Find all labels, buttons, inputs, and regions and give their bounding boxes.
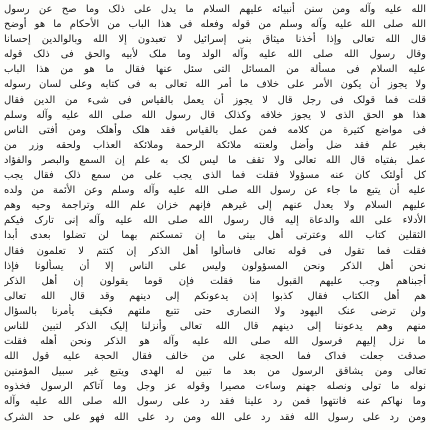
text-line: الله صلی الله علیه وآله وسلم من قوله وفعله فی هذا الباب من الأحکام ما هو أوضح bbox=[4, 19, 426, 31]
text-line: عمل بفتیاه قال الله تعالی ولا تقف ما لیس لک به علم إن السمع والبصر والفؤاد bbox=[4, 154, 426, 166]
text-line: ما نزل إلیهم فرسول الله صلی الله علیه وآله هو الذکر ونحن أهله فقلت bbox=[4, 336, 426, 348]
text-line: الأدلاء علی الله والدعاة إلیه قال رسول الله صلی الله علیه وآله إنی تارک فیکم bbox=[4, 215, 426, 227]
text-line: صدقت جعلت فداک فما الحجة علی من خالف فقال الحجة علیه قول الله bbox=[4, 351, 426, 363]
text-line: أجبناهم وجب علیهم القبول منا فقلت فإن قوما یقولون إن أهل الذکر bbox=[4, 275, 426, 287]
text-line: کل أولئک کان عنه مسؤولا فقلت فما الذی یجب علی من سمع ذلک فقال یجب bbox=[4, 170, 426, 182]
text-line: ولن ترضی عنک الیهود ولا النصاری حتی تتبع ملتهم فکیف یأمرنا بالسؤال bbox=[4, 305, 426, 317]
text-line: بغیر علم فقد ضل وأضل ولعنته ملائکة الرحمة وملائکة العذاب ولحقه وزر من bbox=[4, 139, 426, 151]
text-line: فی مواضع کثیرة من کلامه فمن عمل بالقیاس فقد هلک وأهلک ومن أفتی الناس bbox=[4, 124, 426, 136]
text-line: قال الله تعالی وإذا أخذنا میثاق بنی إسرائیل لا تعبدون إلا الله وبالوالدین إحسانا bbox=[4, 34, 426, 46]
text-line: نوله ما تولی ونصله جهنم وساءت مصیرا وقوله عز وجل وما آتاکم الرسول فخذوه bbox=[4, 381, 426, 393]
text-line: وما نهاکم عنه فانتهوا فمن رد علینا فقد رد علی رسول الله صلی الله علیه وآله bbox=[4, 396, 426, 408]
text-line: تعالی ومن یشاقق الرسول من بعد ما تبین له الهدی ویتبع غیر سبیل المؤمنین bbox=[4, 366, 426, 378]
arabic-text-body bbox=[4, 2, 426, 425]
text-line: وقال رسول الله صلی الله علیه وآله الولد وما ملک لأبیه والحق فی ذلک قوله bbox=[4, 49, 426, 61]
text-line: فقلت فما تقول فی قوله تعالی فاسألوا أهل الذکر إن کنتم لا تعلمون فقال bbox=[4, 245, 426, 257]
text-line: علیه أن یتبع ما جاء عن رسول الله صلی الله علیه وآله وسلم وعن الأئمة من ولده bbox=[4, 185, 426, 197]
text-line: الله علیه وآله ومن سنن أنبیائه علیهم السلام ما یدل علی ذلک وما صح عن رسول bbox=[4, 4, 426, 15]
text-line: هذا هو الحق الذی لا یجوز خلافه وکذلک قال رسول الله صلی الله علیه وآله وسلم bbox=[4, 109, 426, 121]
text-line: الثقلین کتاب الله وعترتی أهل بیتی ما إن تمسکتم بهما لن تضلوا بعدی أبدا bbox=[4, 230, 426, 242]
text-line: علیهم السلام ولا یعدل عنهم إلی غیرهم فإنهم خزان علم الله وتراجمة وحیه وهم bbox=[4, 200, 426, 212]
text-line: نحن أهل الذکر ونحن المسؤولون ولیس علی الناس إلا أن یسألونا فإذا bbox=[4, 260, 426, 272]
text-line: قلت فما قولک فی رجل قال لا یجوز أن یعمل بالقیاس فی شیء من الدین فقال bbox=[4, 94, 426, 106]
text-line: هم أهل الکتاب فقال کذبوا إذن یدعونکم إلی دینهم وقد قال الله تعالی bbox=[4, 290, 426, 302]
text-line: علیه السلام فی مسألة من المسائل التی سئل عنها فقال ما هو من هذا الباب bbox=[4, 64, 426, 76]
text-line: منهم وهم یدعوننا إلی دینهم قال الله تعالی وأنزلنا إلیک الذکر لتبین للناس bbox=[4, 320, 426, 332]
text-line: ولا یجوز أن یکون الأمر علی خلاف ما أمر الله تعالی به فی کتابه وعلی لسان رسوله bbox=[4, 79, 426, 91]
text-line: ومن رد علی رسول الله فقد رد علی الله ومن رد علی الله فهو علی حد الشرک bbox=[4, 411, 426, 423]
